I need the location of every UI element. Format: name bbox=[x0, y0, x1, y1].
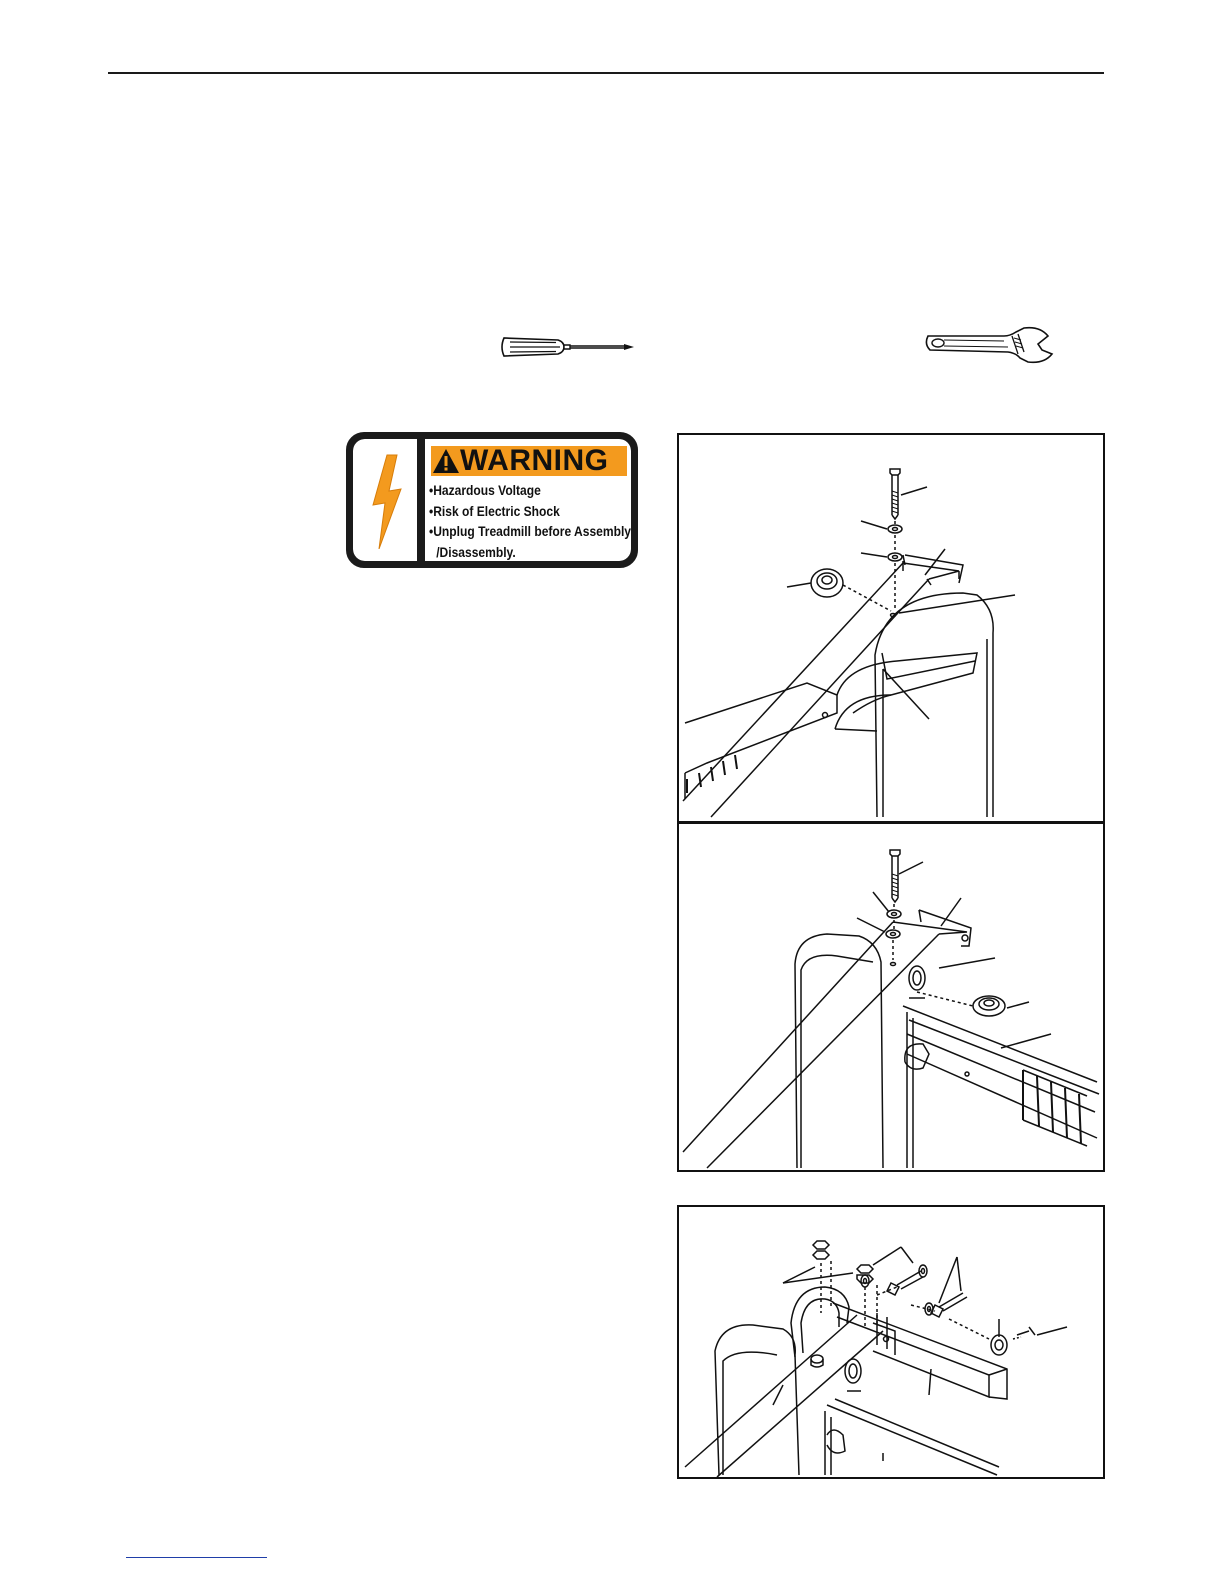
warning-line: /Disassembly. bbox=[436, 544, 516, 560]
adjustable-wrench-icon bbox=[920, 322, 1060, 368]
warning-header bbox=[431, 446, 627, 476]
warning-text-panel bbox=[425, 439, 631, 561]
assembly-figure-1 bbox=[677, 433, 1105, 823]
header-rule bbox=[108, 72, 1104, 74]
footer-link-underline bbox=[126, 1557, 267, 1558]
warning-title: WARNING bbox=[460, 444, 609, 477]
warning-line: •Unplug Treadmill before Assembly bbox=[429, 524, 632, 539]
warning-left-panel bbox=[353, 439, 417, 561]
assembly-figure-3 bbox=[677, 1205, 1105, 1479]
warning-line: •Risk of Electric Shock bbox=[429, 503, 560, 519]
phillips-screwdriver-icon bbox=[498, 330, 640, 364]
warning-lines bbox=[429, 481, 632, 563]
exclamation-triangle-icon bbox=[431, 446, 461, 476]
assembly-figure-2 bbox=[677, 822, 1105, 1172]
warning-label bbox=[346, 432, 638, 568]
lightning-bolt-icon bbox=[367, 453, 407, 549]
warning-line: •Hazardous Voltage bbox=[429, 483, 541, 498]
